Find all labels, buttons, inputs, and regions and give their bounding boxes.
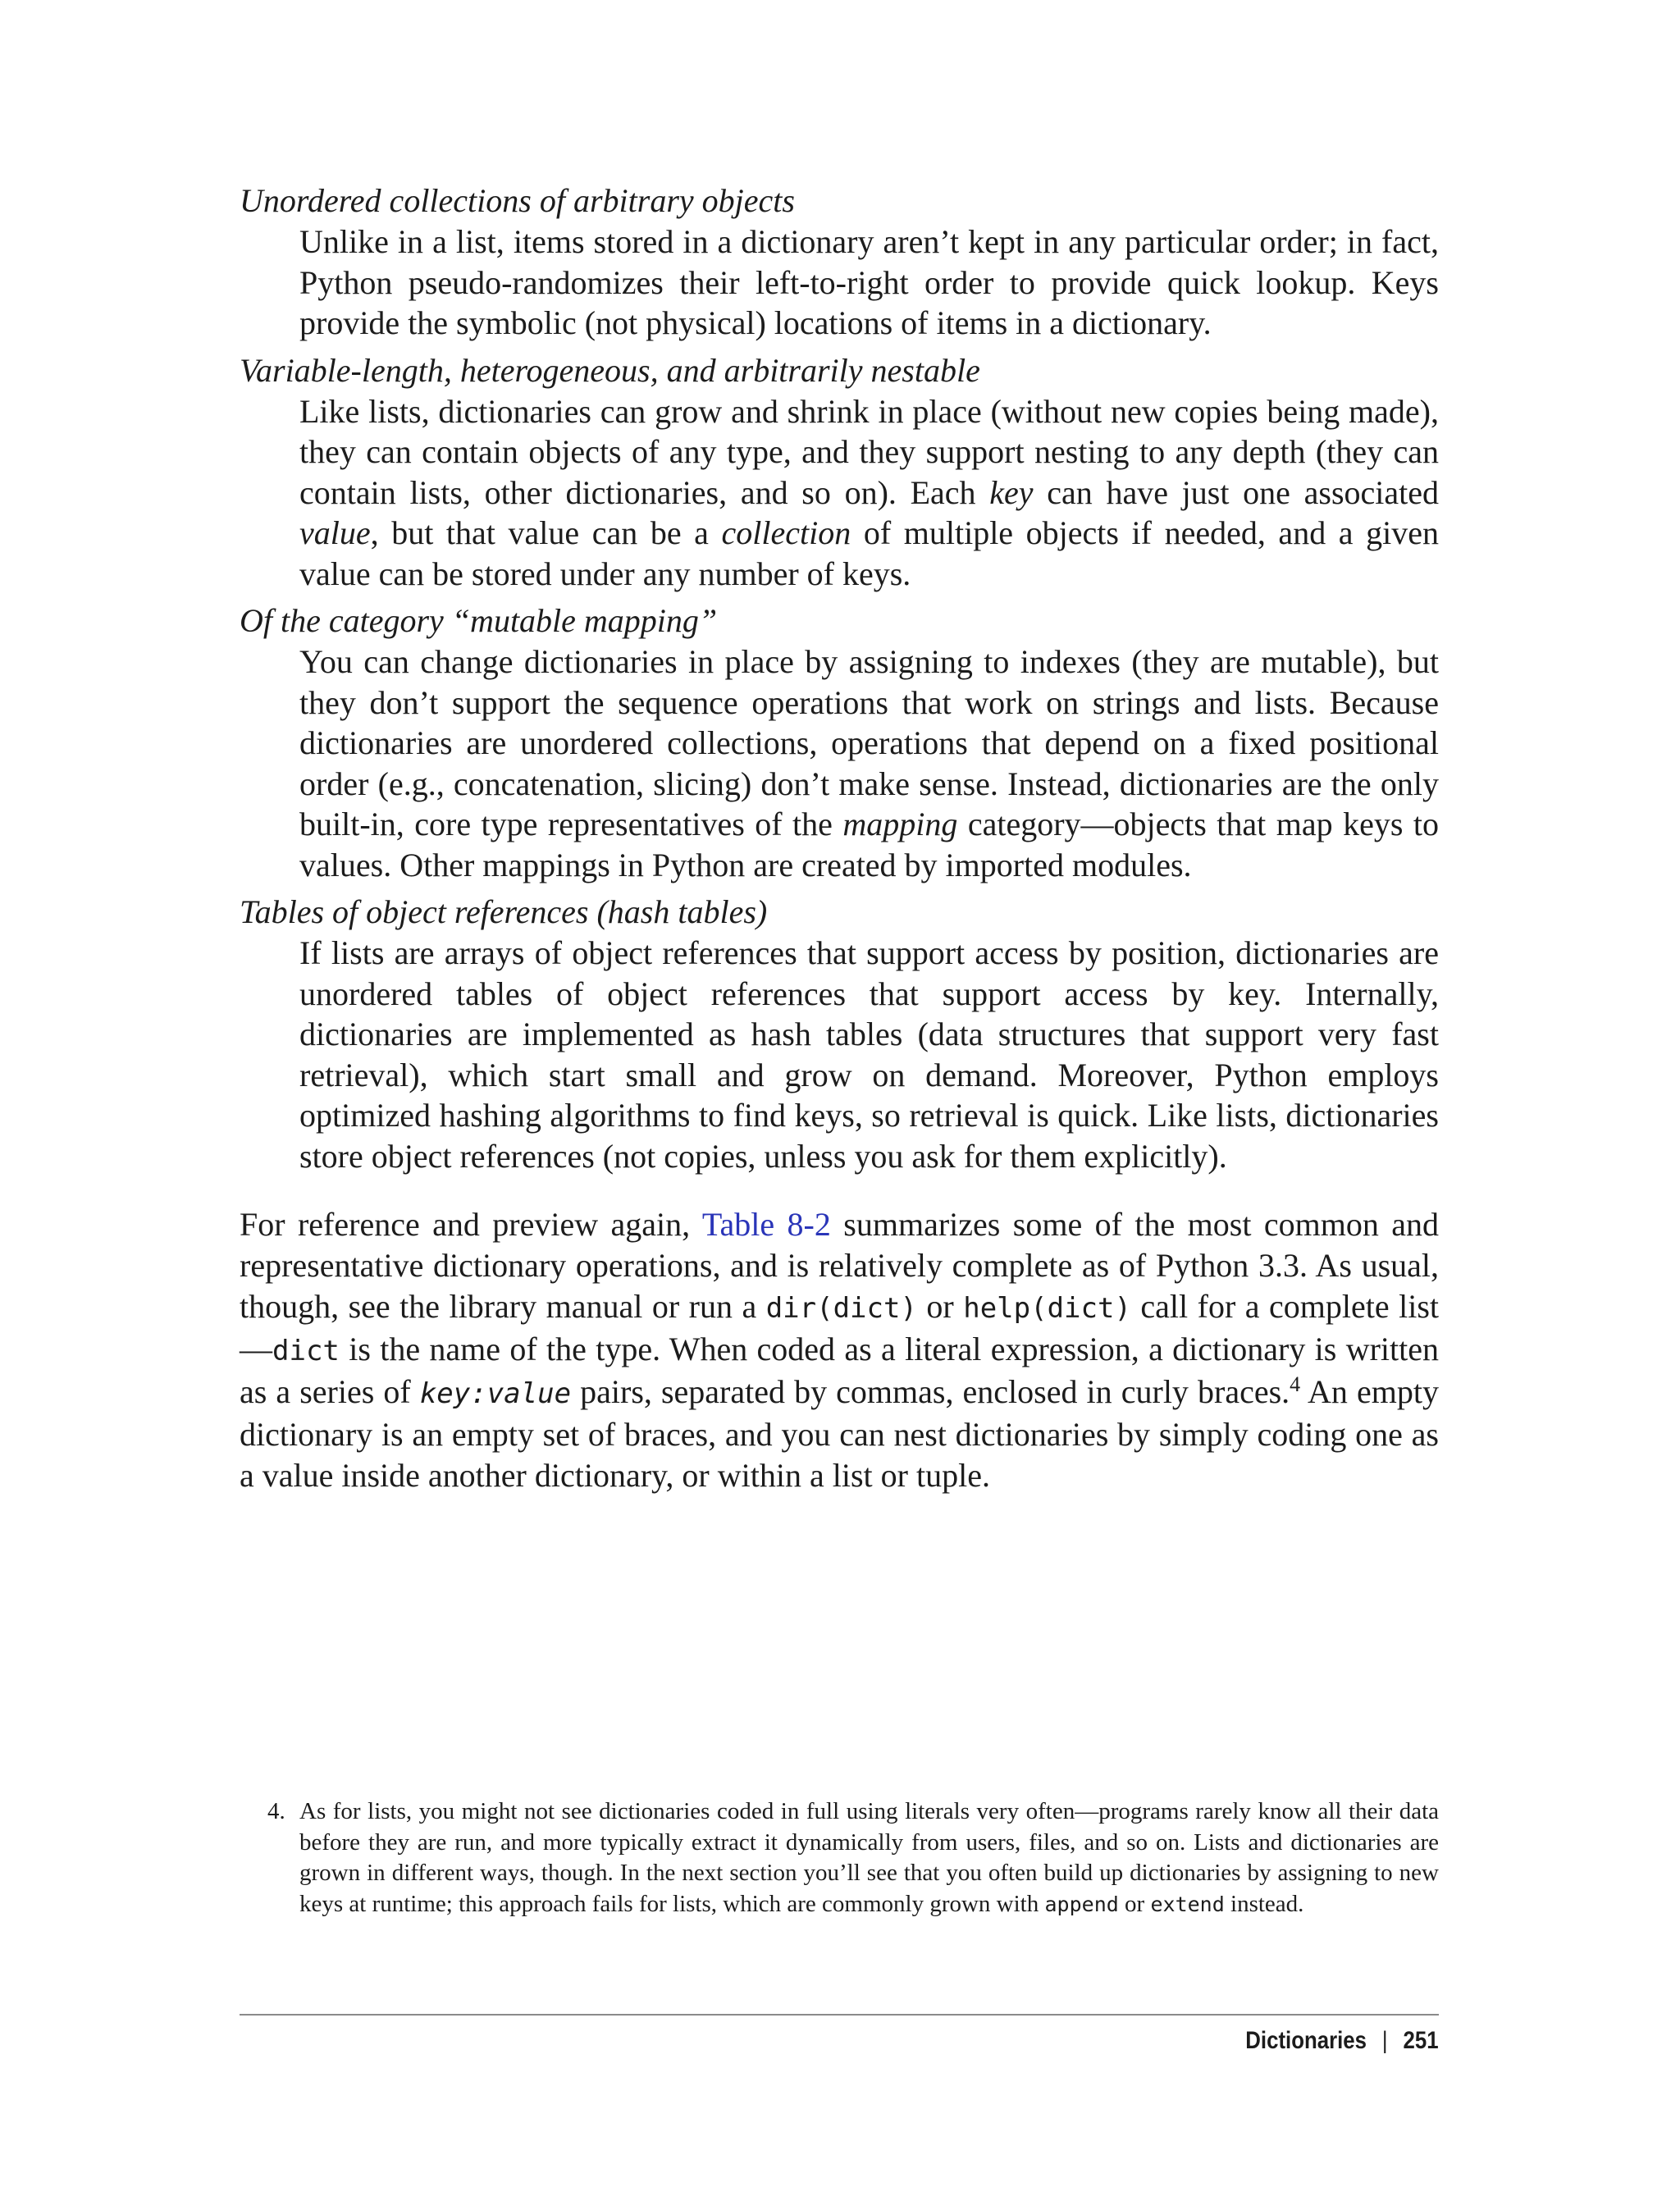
main-content bbox=[240, 180, 1439, 1496]
running-footer bbox=[1246, 2025, 1439, 2057]
inline-code-dir-dict: dir(dict) bbox=[765, 1292, 917, 1325]
definition-mutable-mapping bbox=[299, 641, 1439, 885]
text-run: can have just one associated bbox=[1033, 473, 1440, 511]
text-run: You can change dictionaries in place by assigning to indexes (they are mutable), but they don’t support the sequence operations that work on strings and lists. Because dictionaries are unordered collections, operations that depend on a fixed positional order (e.g., concatenation, slicing) don’t make sense. Instead, dictionaries are the only built-in, core type representatives of the bbox=[299, 643, 1439, 842]
inline-code-key-value: key:value bbox=[419, 1377, 572, 1410]
table-8-2-link[interactable]: Table 8-2 bbox=[701, 1206, 831, 1243]
emphasis-collection: collection bbox=[721, 514, 851, 551]
body-paragraph bbox=[240, 1204, 1439, 1496]
definition-list bbox=[240, 180, 1439, 1176]
definition-hash-tables: If lists are arrays of object references that support access by position, dictionaries are unordered tables of object references that support access by key. Internally, dictionaries are implemented as hash tables (data structures that support very fast retrieval), which start small and grow on demand. Moreover, Python employs optimized hashing algorithms to find keys, so retrieval is quick. Like lists, dictionaries store object references (not copies, unless you ask for them explicitly). bbox=[299, 934, 1439, 1175]
term-mutable-mapping: Of the category “mutable mapping” bbox=[240, 602, 718, 639]
footnote-reference[interactable]: 4 bbox=[1290, 1372, 1301, 1396]
footnote-text bbox=[299, 1796, 1439, 1920]
emphasis-mapping: mapping bbox=[842, 806, 958, 842]
text-run: As for lists, you might not see dictionaries coded in full using literals very often—programs rarely know all their data before they are run, and more typically extract it dynamically from users, files, and so on. Lists and dictionaries are grown in different ways, though. In the next section you’ll see that you often build up dictionaries by assigning to new keys at runtime; this approach fails for lists, which are commonly grown with bbox=[299, 1798, 1439, 1917]
term-variable-length: Variable-length, heterogeneous, and arbitrarily nestable bbox=[240, 351, 980, 389]
term-unordered-collections: Unordered collections of arbitrary objects bbox=[240, 182, 795, 219]
text-run: or bbox=[916, 1288, 964, 1325]
footer-separator: | bbox=[1382, 2027, 1389, 2054]
text-run: instead. bbox=[1224, 1890, 1304, 1917]
text-run: , but that value can be a bbox=[370, 514, 722, 551]
term-hash-tables: Tables of object references (hash tables) bbox=[240, 893, 768, 930]
footnote bbox=[240, 1796, 1439, 1920]
text-run: call for a complete list— bbox=[240, 1288, 1440, 1367]
page-number: 251 bbox=[1403, 2027, 1439, 2054]
definition-unordered-collections: Unlike in a list, items stored in a dictionary aren’t kept in any particular order; in fact, Python pseudo-randomizes their left-to-right order to provide quick lookup. Keys provide the symbolic (not physical) locations of items in a dictionary. bbox=[299, 223, 1439, 341]
text-run: or bbox=[1118, 1890, 1151, 1917]
text-run: category—objects that map keys to values. Other mappings in Python are created by imported modules. bbox=[299, 806, 1440, 883]
inline-code-extend: extend bbox=[1150, 1892, 1225, 1916]
footnote-number: 4. bbox=[267, 1798, 285, 1824]
text-run: of multiple objects if needed, and a given value can be stored under any number of keys. bbox=[299, 514, 1439, 592]
text-run: Like lists, dictionaries can grow and shrink in place (without new copies being made), they can contain objects of any type, and they support nesting to any depth (they can contain lists, other dictionaries, and so on). Each bbox=[299, 392, 1439, 511]
inline-code-append: append bbox=[1044, 1892, 1119, 1916]
text-run: summarizes some of the most common and representative dictionary operations, and is relatively complete as of Python 3.3. As usual, though, see the library manual or run a bbox=[240, 1206, 1439, 1325]
text-run: is the name of the type. When coded as a literal expression, a dictionary is written as a series of bbox=[240, 1331, 1439, 1410]
inline-code-help-dict: help(dict) bbox=[963, 1292, 1131, 1325]
footer-divider bbox=[240, 2014, 1439, 2016]
emphasis-key: key bbox=[989, 473, 1034, 511]
text-run: An empty dictionary is an empty set of braces, and you can nest dictionaries by simply coding one as a value inside another dictionary, or within a list or tuple. bbox=[240, 1373, 1439, 1494]
text-run: pairs, separated by commas, enclosed in curly braces. bbox=[571, 1373, 1290, 1410]
inline-code-dict: dict bbox=[272, 1335, 340, 1367]
text-run: For reference and preview again, bbox=[240, 1206, 702, 1243]
footer-section-title: Dictionaries bbox=[1245, 2027, 1367, 2054]
emphasis-value: value bbox=[299, 514, 371, 551]
definition-variable-length bbox=[299, 391, 1439, 595]
